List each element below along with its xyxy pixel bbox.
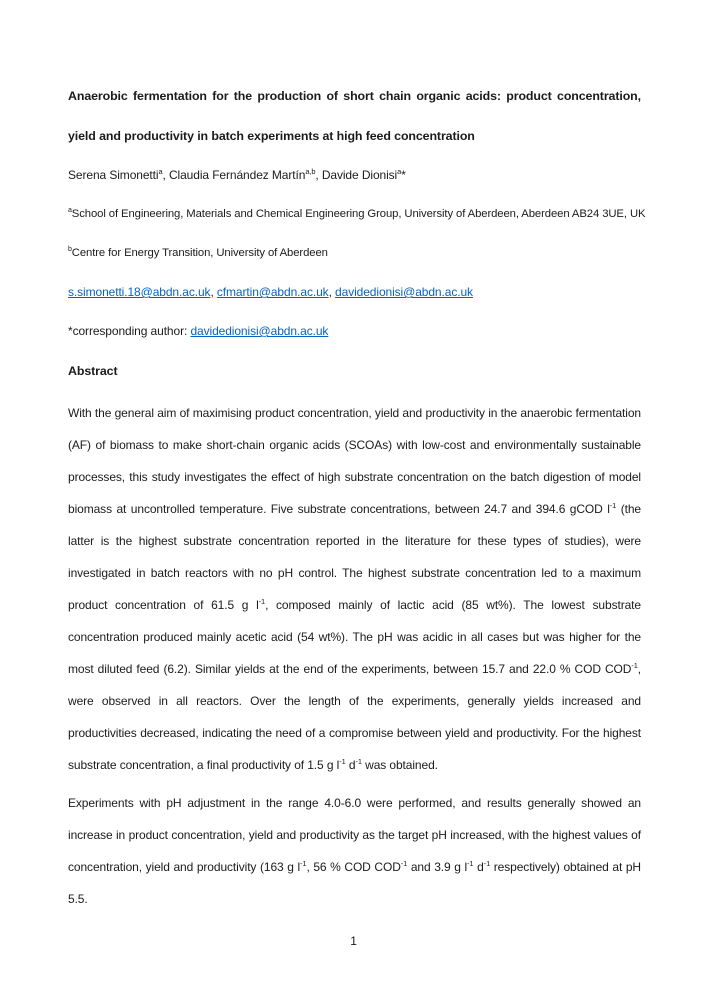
authors-line: Serena Simonetti$^a$, Claudia Fernández Martín$^{a,b}$, Davide Dionisi$^a$* <box>68 167 406 182</box>
paper-title: Anaerobic fermentation for the production of short chain organic acids: product concentration, yield and productivity in batch experiments at high feed concentration <box>68 89 641 143</box>
email-separator: , <box>210 285 217 299</box>
email-link-dionisi[interactable]: davidedionisi@abdn.ac.uk <box>335 285 473 299</box>
email-link-simonetti[interactable]: s.simonetti.18@abdn.ac.uk <box>68 285 211 299</box>
abstract-heading: Abstract <box>68 364 118 378</box>
abstract-paragraph-2: Experiments with pH adjustment in the range 4.0-6.0 were performed, and results generally showed an increase in product concentration, yield and productivity as the target pH increased, with the highest values of concentration, yield and productivity (163 g $l^{-1}$, 56 % COD $COD^{-1}$ and 3.9 g $l^{-1}$ $d^{-1}$ respectively) obtained at pH 5.5. <box>68 796 641 906</box>
email-link-cfmartin[interactable]: cfmartin@abdn.ac.uk <box>216 285 329 299</box>
page-number: 1 <box>350 934 357 948</box>
affiliation-b: $^b$Centre for Energy Transition, University of Aberdeen <box>68 246 328 259</box>
affiliation-a: $^a$School of Engineering, Materials and Chemical Engineering Group, University of Aberdeen, Aberdeen AB24 3UE, UK <box>68 207 646 220</box>
corresponding-email-link[interactable]: davidedionisi@abdn.ac.uk <box>190 324 329 338</box>
corresponding-author-line <box>68 312 641 351</box>
author-emails-line <box>68 273 641 312</box>
corresponding-author-label: *corresponding author: <box>68 324 191 338</box>
email-separator: , <box>328 285 336 299</box>
abstract-paragraph-1: With the general aim of maximising product concentration, yield and productivity in the anaerobic fermentation (AF) of biomass to make short-chain organic acids (SCOAs) with low-cost and environmentally sustainable processes, this study investigates the effect of high substrate concentration on the batch digestion of model biomass at uncontrolled temperature. Five substrate concentrations, between 24.7 and 394.6 gCOD $l^{-1}$ (the latter is the highest substrate concentration reported in the literature for these types of studies), were investigated in batch reactors with no pH control. The highest substrate concentration led to a maximum product concentration of 61.5 g $l^{-1}$, composed mainly of lactic acid (85 wt%). The lowest substrate concentration produced mainly acetic acid (54 wt%). The pH was acidic in all cases but was higher for the most diluted feed (6.2). Similar yields at the end of the experiments, between 15.7 and 22.0 % COD $COD^{-1}$, were observed in all reactors. Over the length of the experiments, generally yields increased and productivities decreased, indicating the need of a compromise between yield and productivity. For the highest substrate concentration, a final productivity of 1.5 g $l^{-1}$ $d^{-1}$ was obtained. <box>68 406 641 772</box>
